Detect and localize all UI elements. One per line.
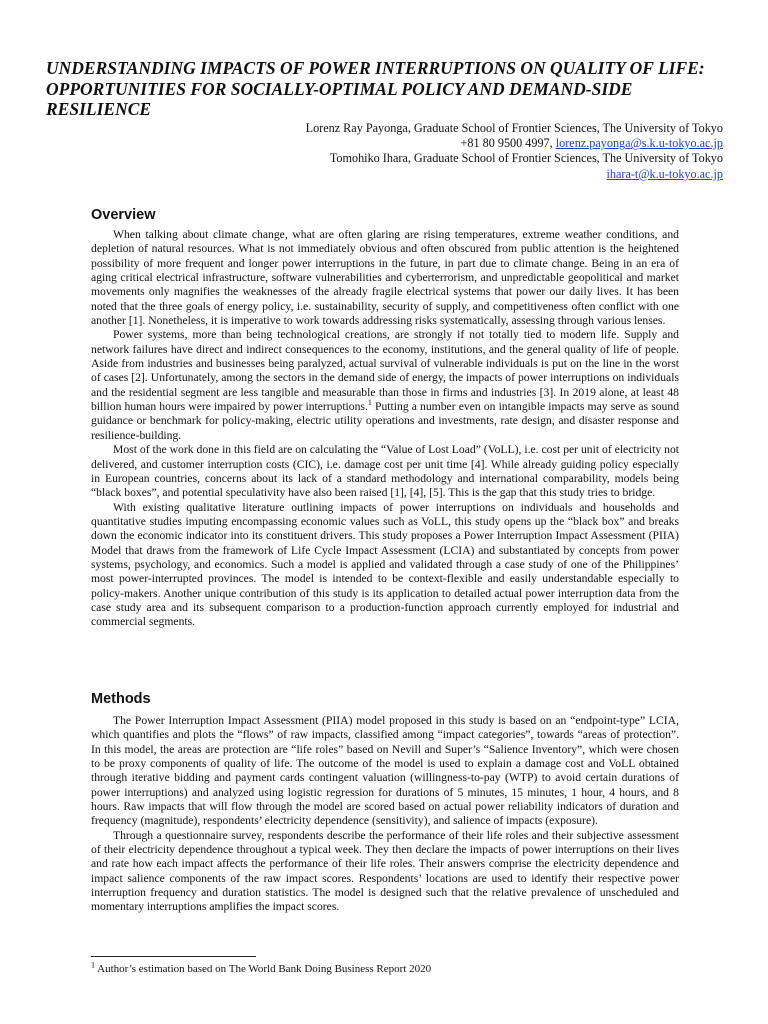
overview-paragraph [91,328,679,443]
author-2-affiliation: Tomohiko Ihara, Graduate School of Frontier Sciences, The University of Tokyo [329,151,723,166]
overview-body [91,228,679,630]
overview-paragraph: When talking about climate change, what are often glaring are rising temperatures, extreme weather conditions, and depletion of natural resources. What is not immediately obvious and often obscured from public attention is the heightened possibility of more frequent and longer power interruptions in the future, in part due to climate change. Being in an era of aging critical electrical infrastructure, software vulnerabilities and cyberterrorism, and unpredictable geopolitical and market movements only magnifies the weaknesses of the already fragile electrical systems that power our daily lives. It has been noted that the three goals of energy policy, i.e. sustainability, security of supply, and competitiveness often conflict with one another [1]. Nonetheless, it is imperative to work towards addressing risks systematically, assessing through various lenses. [91,228,679,328]
methods-body [91,714,679,915]
methods-paragraph: Through a questionnaire survey, respondents describe the performance of their life roles and their subjective assessment of their electricity dependence throughout a typical week. They then declare the impacts of power interruptions on their lives and rate how each impact affects the performance of their life roles. Their answers comprise the electricity dependence and impact salience components of the raw impact scores. Respondents’ locations are used to identify their respective power interruption frequency and duration statistics. The model is designed such that the relative prevalence of unscheduled and momentary interruptions amplifies the impact scores. [91,828,679,914]
author-2-email-link[interactable]: ihara-t@k.u-tokyo.ac.jp [606,166,723,181]
footnote-text: Author’s estimation based on The World Bank Doing Business Report 2020 [95,963,432,975]
footnote-divider [91,956,256,957]
author-1-affiliation: Lorenz Ray Payonga, Graduate School of Frontier Sciences, The University of Tokyo [305,121,723,135]
methods-paragraph: The Power Interruption Impact Assessment (PIIA) model proposed in this study is based on an “endpoint-type” LCIA, which quantifies and plots the “flows” of raw impacts, classified among “impact categories”, towards “areas of protection”. In this model, the areas are protection are “life roles” based on Nevill and Super’s “Salience Inventory”, which were chosen to be proxy components of quality of life. The outcome of the model is used to explain a damage cost and VoLL obtained through iterative bidding and payment cards contingent valuation (willingness-to-pay (WTP) to avoid certain durations of power interruptions) and analyzed using logistic regression for durations of 5 minutes, 15 minutes, 1 hour, 4 hours, and 8 hours. Raw impacts that will flow through the model are scored based on actual power reliability indicators of duration and frequency (magnitude), respondents’ electricity dependence (sensitivity), and salience of impacts (exposure). [91,714,679,828]
author-block [306,121,723,182]
footnote-mark: 1 [91,960,95,970]
overview-paragraph-text: Putting a number even on intangible impacts may serve as sound guidance or benchmark for policy-making, electric utility operations and investments, rate design, and disaster response and resilience-building. [91,400,680,442]
overview-paragraph: With existing qualitative literature outlining impacts of power interruptions on individuals and households and quantitative studies imputing encompassing economic values such as VoLL, this study opens up the “black box” and breaks down the economic indicator into its constituent drivers. This study proposes a Power Interruption Impact Assessment (PIIA) Model that draws from the framework of Life Cycle Impact Assessment (LCIA) and substantiated by concepts from power systems, psychology, and economics. Such a model is applied and validated through a case study of one of the Philippines’ most power-interrupted provinces. The model is intended to be context-flexible and easily understandable especially to policy-makers. Another unique contribution of this study is its application to detailed actual power interruption data from the case study area and its subsequent comparison to a production-function approach currently employed for industrial and commercial segments. [91,500,679,629]
overview-heading: Overview [91,207,156,223]
author-2-contact [306,167,723,182]
methods-heading: Methods [91,691,151,707]
footnote-reference[interactable]: 1 [367,398,372,408]
author-1-email-link[interactable]: lorenz.payonga@s.k.u-tokyo.ac.jp [555,136,723,151]
overview-paragraph-text: Power systems, more than being technological creations, are strongly if not totally tied to modern life. Supply and network failures have direct and indirect consequences to the economy, institutions, and the general quality of life of people. Aside from industries and businesses being paralyzed, actual survival of vulnerable individuals is put on the line in the worst of cases [2]. Unfortunately, among the sectors in the demand side of energy, the impacts of power interruptions on individuals and the residential segment are less tangible and measurable than those in firms and industries [3]. In 2019 alone, at least 48 billion human hours were impaired by power interruptions. [91,328,679,414]
paper-title: UNDERSTANDING IMPACTS OF POWER INTERRUPTIONS ON QUALITY OF LIFE: OPPORTUNITIES FOR SOCIALLY-OPTIMAL POLICY AND DEMAND-SIDE RESILIENCE [46,58,705,119]
overview-paragraph: Most of the work done in this field are on calculating the “Value of Lost Load” (VoLL), i.e. cost per unit of electricity not delivered, and customer interruption costs (CIC), i.e. damage cost per unit time [4]. While already guiding policy especially in European countries, concerns about its lack of a standard methodology and international comparability, models being “black boxes”, and potential speculativity have also been raised [1], [4], [5]. This is the gap that this study tries to bridge. [91,443,679,500]
footnote [91,960,432,976]
author-1-contact [306,136,723,151]
author-1-phone: +81 80 9500 4997, [460,136,556,151]
